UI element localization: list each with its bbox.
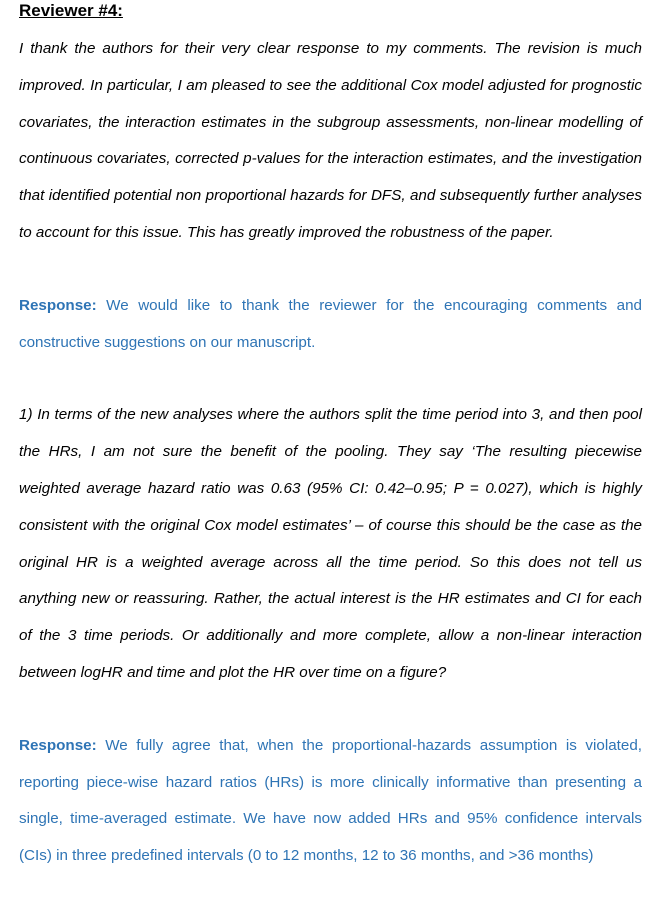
response-label: Response: bbox=[19, 736, 97, 754]
reviewer-comment-1: 1) In terms of the new analyses where the authors split the time period into 3, and then pool the HRs, I am not sure the benefit of the pooling. They say ‘The resulting piecewise weighted average hazard ratio was 0.63 (95% CI: 0.42–0.95; P = 0.027), which is highly consistent with the original Cox model estimates’ – of course this should be the case as the original HR is a weighted average across all the time period. So this does not tell us anything new or reassuring. Rather, the actual interest is the HR estimates and CI for each of the 3 time periods. Or additionally and more complete, allow a non-linear interaction between logHR and time and plot the HR over time on a figure? bbox=[19, 406, 642, 681]
response-label: Response: bbox=[19, 296, 97, 314]
document-page bbox=[19, 0, 642, 875]
reviewer-heading: Reviewer #4: bbox=[19, 1, 123, 20]
reviewer-comment-intro: I thank the authors for their very clear response to my comments. The revision is much improved. In particular, I am pleased to see the additional Cox model adjusted for prognostic covariates, the interaction estimates in the subgroup assessments, non-linear modelling of continuous covariates, corrected p-values for the interaction estimates, and the investigation that identified potential non proportional hazards for DFS, and subsequently further analyses to account for this issue. This has greatly improved the robustness of the paper. bbox=[19, 40, 642, 241]
response-paragraph-1 bbox=[19, 288, 642, 362]
response-paragraph-2 bbox=[19, 728, 642, 875]
response-text: We would like to thank the reviewer for the encouraging comments and constructive suggestions on our manuscript. bbox=[19, 296, 642, 351]
response-text: We fully agree that, when the proportional-hazards assumption is violated, reporting piece-wise hazard ratios (HRs) is more clinically informative than presenting a single, time-averaged estimate. We have now added HRs and 95% confidence intervals (CIs) in three predefined intervals (0 to 12 months, 12 to 36 months, and >36 months) bbox=[19, 736, 642, 865]
